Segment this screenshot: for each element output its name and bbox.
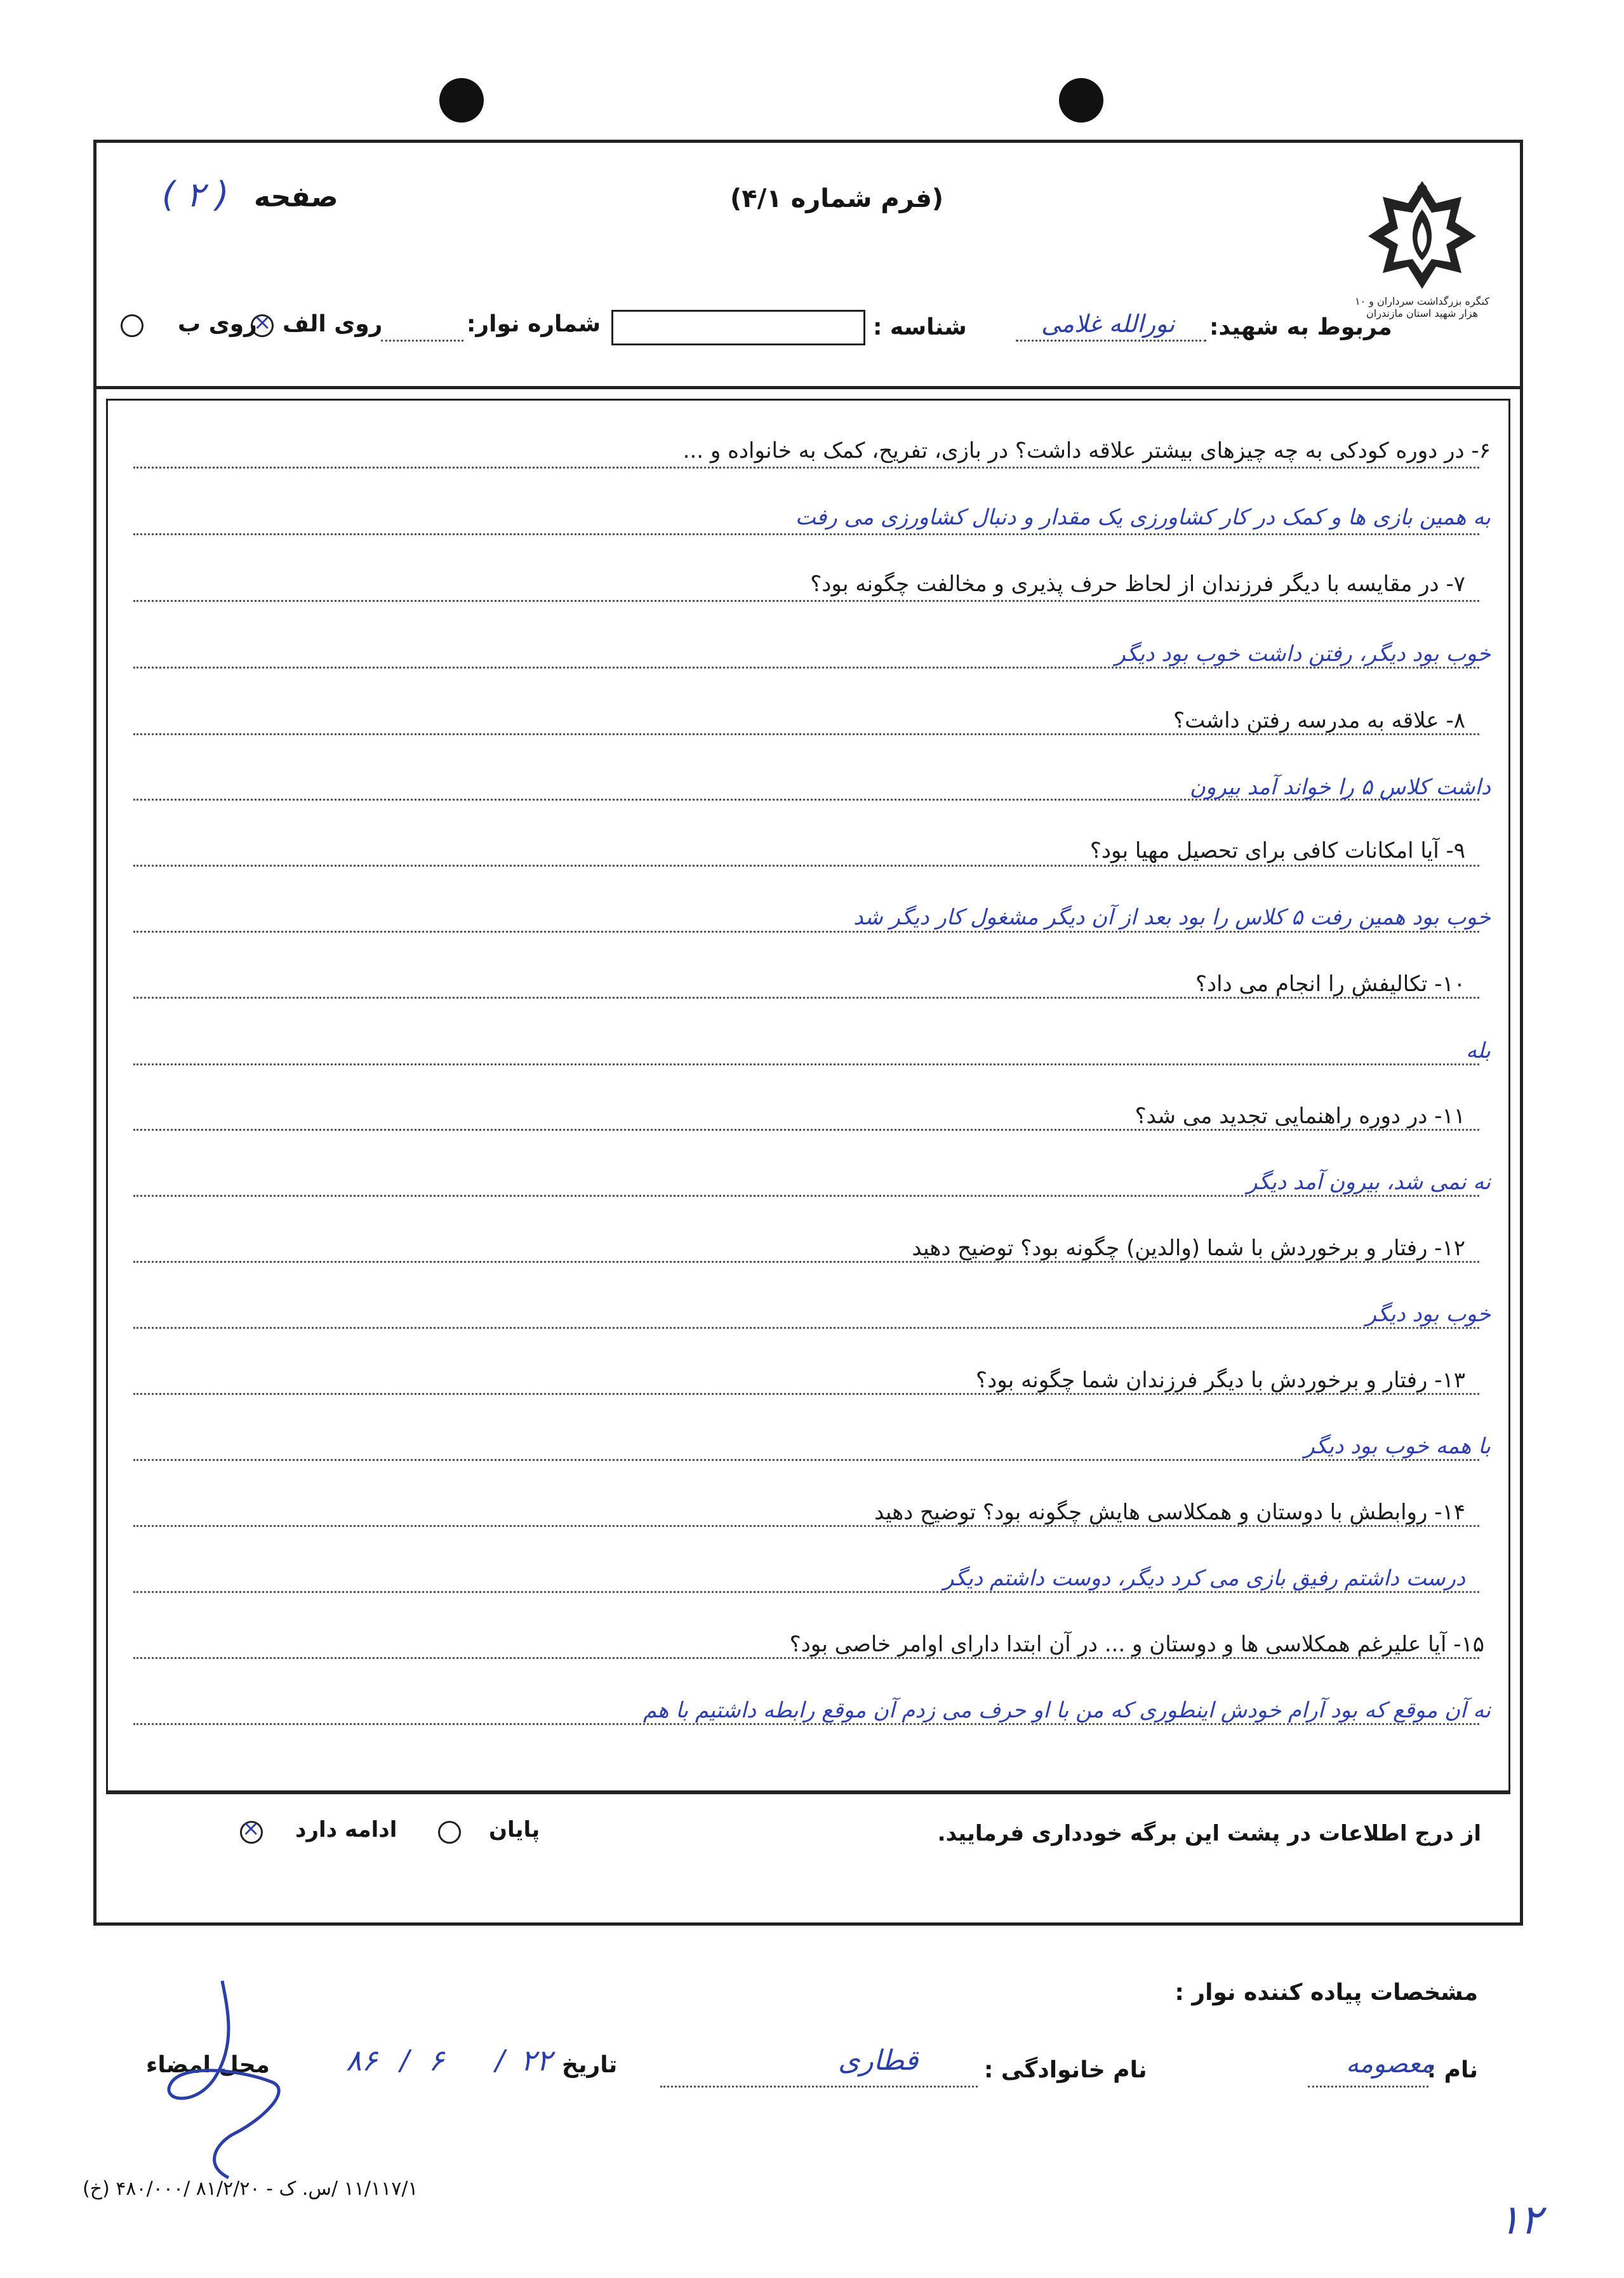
question-9: ۹- آیا امکانات کافی برای تحصیل مهیا بود؟ [1089,838,1465,863]
date-year: ۸۶ [346,2043,378,2077]
question-6: ۶- در دوره کودکی به چه چیزهای بیشتر علاقه داشت؟ در بازی، تفریح، کمک به خانواده و ... [682,438,1491,463]
question-11: ۱۱- در دوره راهنمایی تجدید می شد؟ [1135,1103,1465,1129]
name-label: نام : [1427,2057,1478,2083]
answer-15: نه آن موقع که بود آرام خودش اینطوری که من با او حرف می زدم آن موقع رابطه داشتیم با هم [642,1698,1491,1723]
punch-hole-left [439,78,484,123]
writing-line [133,1063,1479,1065]
answer-11: نه نمی شد، بیرون آمد دیگر [1246,1169,1491,1195]
writing-line [133,997,1479,999]
writing-line [133,931,1479,933]
question-7: ۷- در مقایسه با دیگر فرزندان از لحاظ حرف پذیری و مخالفت چگونه بود؟ [810,571,1465,597]
question-8: ۸- علاقه به مدرسه رفتن داشت؟ [1173,708,1465,733]
page-number: ( ۲ ) [162,175,229,215]
answer-7: خوب بود دیگر، رفتن داشت خوب بود دیگر [1115,641,1491,667]
answer-6: به همین بازی ها و کمک در کار کشاورزی یک مقدار و دنبال کشاورزی می رفت [795,505,1491,530]
id-label: شناسه : [873,314,967,340]
end-checkbox[interactable] [438,1821,461,1844]
header-divider [93,386,1523,389]
answer-8: داشت کلاس ۵ را خواند آمد بیرون [1189,775,1491,800]
name-line [1308,2086,1428,2088]
tape-number-label: شماره نوار: [467,311,601,337]
date-day: ۲۲ [521,2043,552,2077]
writing-line [133,533,1479,535]
date-label: تاریخ [562,2052,618,2078]
form-title: (فرم شماره ۴/۱) [730,184,944,213]
question-13: ۱۳- رفتار و برخوردش با دیگر فرزندان شما چگونه بود؟ [976,1368,1465,1393]
answer-9: خوب بود همین رفت ۵ کلاس را بود بعد از آن دیگر مشغول کار دیگر شد [853,905,1491,930]
signature-label: محل امضاء [146,2052,270,2078]
martyr-name-line [1016,340,1206,342]
signature-mark [146,1975,298,2184]
writing-line [133,733,1479,735]
writing-line [133,1591,1479,1593]
writing-line [133,865,1479,867]
side-b-label: روی ب [178,311,257,337]
date-month: ۶ [429,2043,444,2077]
writing-line [133,1393,1479,1395]
family-line [660,2086,978,2088]
transcriber-heading: مشخصات پیاده کننده نوار : [1175,1980,1478,2006]
martyr-label: مربوط به شهید: [1209,314,1392,340]
id-field[interactable] [611,310,865,345]
date-sep-2: / [400,2044,409,2077]
form-code: ۱۱/۱۱۷/۱ /س. ک - ۸۱/۲/۲۰ /۴۸۰/۰۰۰ (خ) [83,2178,418,2200]
logo-caption: کنگره بزرگداشت سرداران و ۱۰ هزار شهید استان مازندران [1354,295,1490,319]
tape-number-line [381,340,463,342]
name-value: معصومه [1346,2049,1434,2079]
punch-hole-right [1059,78,1103,123]
organization-logo [1365,178,1479,292]
page-label: صفحه [254,181,338,213]
question-14: ۱۴- روابطش با دوستان و همکلاسی هایش چگونه بود؟ توضیح دهید [874,1500,1465,1525]
family-value: قطاری [838,2044,919,2077]
answer-13: با همه خوب بود دیگر [1304,1434,1491,1459]
writing-line [133,600,1479,602]
writing-line [133,667,1479,669]
question-15: ۱۵- آیا علیرغم همکلاسی ها و دوستان و ... در آن ابتدا دارای اوامر خاصی بود؟ [789,1632,1484,1657]
end-label: پایان [489,1817,540,1842]
martyr-name-value: نورالله غلامی [1041,310,1175,338]
writing-line [133,467,1479,469]
answer-14: درست داشتم رفیق بازی می کرد دیگر، دوست داشتم دیگر [943,1566,1465,1591]
question-12: ۱۲- رفتار و برخوردش با شما (والدین) چگونه بود؟ توضیح دهید [912,1236,1465,1261]
writing-line [133,1195,1479,1197]
family-label: نام خانوادگی : [984,2057,1147,2083]
side-b-checkbox[interactable] [121,314,143,337]
question-10: ۱۰- تکالیفش را انجام می داد؟ [1195,971,1465,997]
writing-line [133,1525,1479,1527]
side-a-check-mark: × [253,310,272,335]
writing-line [133,1657,1479,1659]
answer-12: خوب بود دیگر [1366,1302,1491,1327]
writing-line [133,1459,1479,1461]
date-sep-1: / [495,2044,505,2077]
answer-10: بله [1466,1038,1491,1063]
writing-line [133,1723,1479,1725]
back-side-notice: از درج اطلاعات در پشت این برگه خودداری فرمایید. [937,1821,1481,1846]
inner-footer-divider [106,1792,1510,1794]
continues-check-mark: × [242,1816,260,1841]
writing-line [133,1129,1479,1131]
continues-label: ادامه دارد [295,1817,397,1842]
writing-line [133,1327,1479,1329]
page-corner-number: ۱۲ [1498,2197,1542,2244]
side-a-label: روی الف [283,311,383,337]
writing-line [133,1261,1479,1263]
